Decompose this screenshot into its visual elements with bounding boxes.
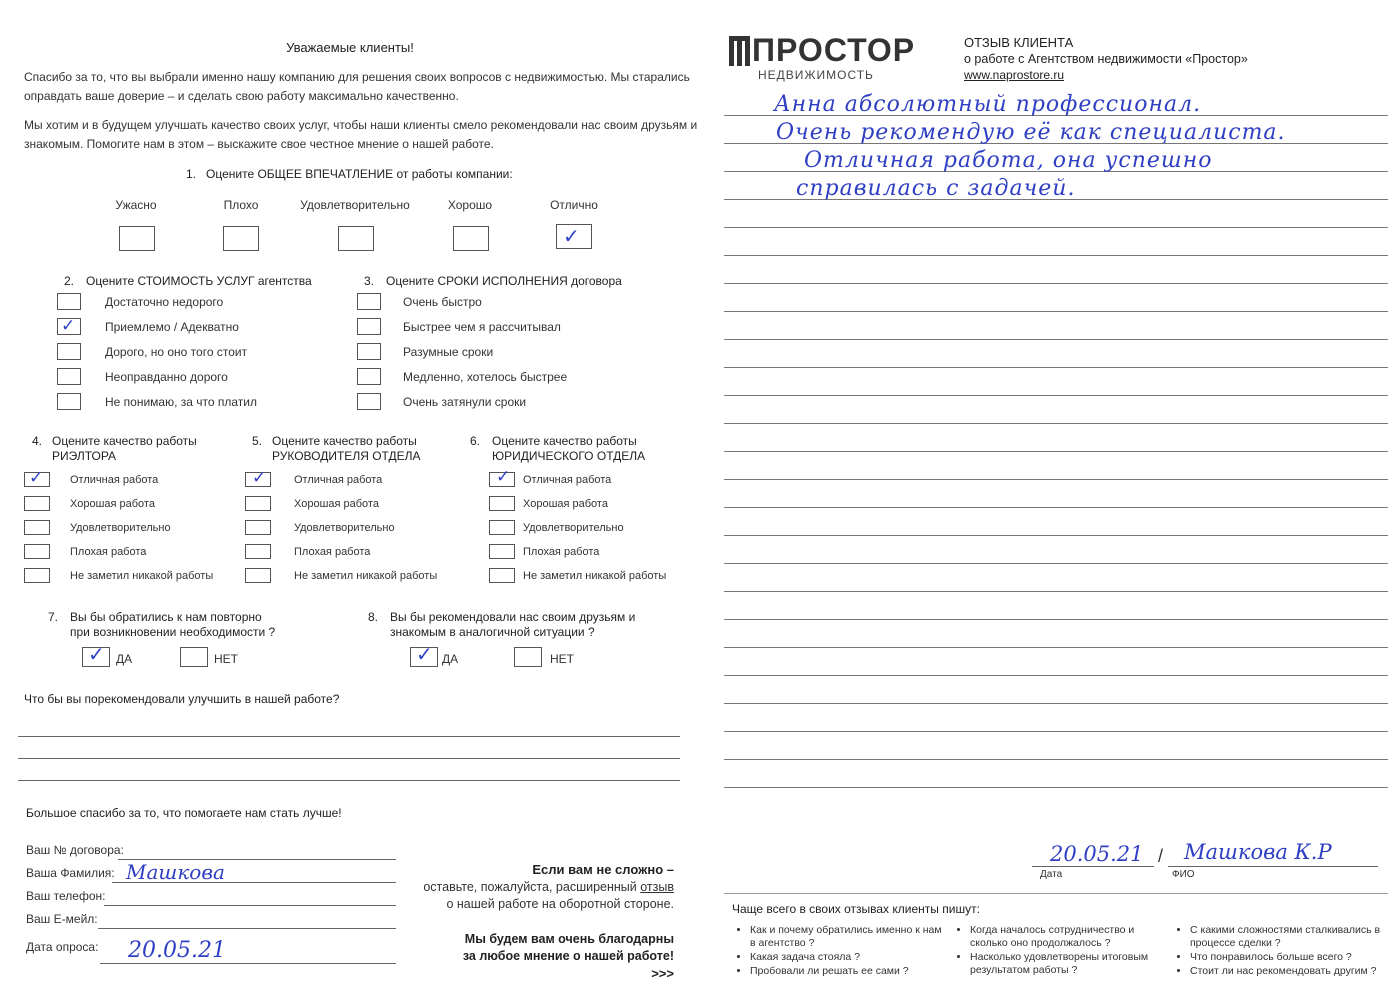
q8-no-label: НЕТ <box>550 652 574 666</box>
intro-line-3: Мы хотим и в будущем улучшать качество своих услуг, чтобы наши клиенты смело рекомендовали нас своим друзьям и <box>24 118 698 132</box>
intro-line-4: знакомым. Помогите нам в этом – выскажите свое честное мнение о нашей работе. <box>24 137 494 151</box>
review-line[interactable] <box>724 311 1388 312</box>
review-subtitle: о работе с Агентством недвижимости «Простор» <box>964 52 1248 66</box>
intro-line-1: Спасибо за то, что вы выбрали именно нашу компанию для решения своих вопросов с недвижимостью. Мы старались <box>24 70 690 84</box>
q3-checkbox[interactable] <box>357 293 381 310</box>
check-mark-icon: ✓ <box>416 642 433 666</box>
hint-item: • Как и почему обратились именно к нам в агентство ? <box>750 924 950 950</box>
review-line[interactable] <box>724 479 1388 480</box>
q6-checkbox[interactable] <box>489 467 515 487</box>
review-line[interactable] <box>724 227 1388 228</box>
check-mark-icon: ✓ <box>563 224 580 248</box>
q5-option-label: Хорошая работа <box>294 498 379 510</box>
grateful-line-2: за любое мнение о нашей работе! <box>462 949 674 963</box>
q2-option-label: Дорого, но оно того стоит <box>105 345 248 359</box>
q7-number: 7. <box>48 610 59 624</box>
review-line[interactable] <box>724 507 1388 508</box>
q3-checkbox[interactable] <box>357 318 381 335</box>
q6-option-label: Удовлетворительно <box>523 522 624 534</box>
surname-handwritten: Машкова <box>126 860 225 884</box>
q5-checkbox[interactable] <box>245 496 271 511</box>
q2-checkbox[interactable] <box>57 318 81 335</box>
review-line[interactable] <box>724 339 1388 340</box>
q4-checkbox[interactable] <box>24 568 50 583</box>
q7-yes-checkbox[interactable] <box>82 642 110 667</box>
improve-line[interactable] <box>18 780 680 781</box>
q1-option-label: Плохо <box>223 198 259 212</box>
q4-checkbox[interactable] <box>24 520 50 535</box>
q4-text-2: РИЭЛТОРА <box>52 449 117 463</box>
q3-option-label: Очень затянули сроки <box>403 395 527 409</box>
q6-checkbox[interactable] <box>489 568 515 583</box>
website-link[interactable]: www.naprostore.ru <box>964 68 1065 82</box>
phone-label: Ваш телефон: <box>26 889 106 903</box>
sign-name-handwritten: Машкова К.Р <box>1184 840 1332 864</box>
contract-label: Ваш № договора: <box>26 843 124 857</box>
q3-checkbox[interactable] <box>357 343 381 360</box>
q6-option-label: Плохая работа <box>523 546 600 558</box>
review-line[interactable] <box>724 451 1388 452</box>
q4-option-label: Плохая работа <box>70 546 147 558</box>
q5-checkbox[interactable] <box>245 520 271 535</box>
grateful-line-1: Мы будем вам очень благодарны <box>464 932 674 946</box>
q4-checkbox[interactable] <box>24 468 50 488</box>
q4-number: 4. <box>32 434 43 448</box>
q5-checkbox[interactable] <box>245 568 271 583</box>
q1-checkbox[interactable] <box>223 226 259 251</box>
hints-column-3 <box>1176 924 1390 979</box>
q3-checkbox[interactable] <box>357 393 381 410</box>
hint-item: • Что понравилось больше всего ? <box>1190 951 1390 964</box>
q4-checkbox[interactable] <box>24 496 50 511</box>
sign-name-line[interactable] <box>1168 866 1378 867</box>
q1-text: Оцените ОБЩЕЕ ВПЕЧАТЛЕНИЕ от работы компании: <box>206 167 513 181</box>
hints-column-1 <box>736 924 950 979</box>
fio-caption: ФИО <box>1172 869 1195 880</box>
q2-checkbox[interactable] <box>57 293 81 310</box>
hint-item: • Какая задача стояла ? <box>750 951 950 964</box>
review-line[interactable] <box>724 647 1388 648</box>
q3-text: Оцените СРОКИ ИСПОЛНЕНИЯ договора <box>386 274 622 288</box>
review-line[interactable] <box>724 731 1388 732</box>
q6-option-label: Хорошая работа <box>523 498 608 510</box>
email-field[interactable] <box>98 928 396 929</box>
greeting-title: Уважаемые клиенты! <box>286 40 414 55</box>
review-line[interactable] <box>724 283 1388 284</box>
q8-no-checkbox[interactable] <box>514 647 542 667</box>
review-line[interactable] <box>724 423 1388 424</box>
hints-divider <box>724 893 1388 894</box>
q4-text-1: Оцените качество работы <box>52 434 197 448</box>
review-title: ОТЗЫВ КЛИЕНТА <box>964 35 1074 50</box>
q1-checkbox[interactable] <box>338 226 374 251</box>
q3-option-label: Медленно, хотелось быстрее <box>403 370 568 384</box>
q2-option-label: Не понимаю, за что платил <box>105 395 258 409</box>
phone-field[interactable] <box>104 905 396 906</box>
review-line[interactable] <box>724 619 1388 620</box>
check-mark-icon: ✓ <box>252 468 267 488</box>
q8-text-1: Вы бы рекомендовали нас своим друзьям и <box>390 610 636 624</box>
hint-item: • Когда началось сотрудничество и сколько оно продолжалось ? <box>970 924 1170 950</box>
thanks-text: Большое спасибо за то, что помогаете нам стать лучше! <box>26 806 342 820</box>
q5-option-label: Отличная работа <box>294 474 383 486</box>
intro-line-2: оправдать ваше доверие – и сделать свою работу максимально качественно. <box>24 89 459 103</box>
q7-text-2: при возникновении необходимости ? <box>70 625 276 639</box>
hint-item: • Насколько удовлетворены итоговым результатом работы ? <box>970 951 1170 977</box>
q2-option-label: Неоправданно дорого <box>105 370 228 384</box>
date-field[interactable] <box>100 963 396 964</box>
date-handwritten: 20.05.21 <box>128 938 226 963</box>
q7-text-1: Вы бы обратились к нам повторно <box>70 610 262 624</box>
q5-option-label: Удовлетворительно <box>294 522 395 534</box>
q2-text: Оцените СТОИМОСТЬ УСЛУГ агентства <box>86 274 312 288</box>
q8-text-2: знакомым в аналогичной ситуации ? <box>390 625 595 639</box>
check-mark-icon: ✓ <box>496 467 511 487</box>
q7-no-checkbox[interactable] <box>180 647 208 667</box>
review-handwritten-line: Анна абсолютный профессионал. <box>774 92 1202 117</box>
q1-checkbox[interactable] <box>556 224 592 249</box>
check-mark-icon: ✓ <box>88 642 105 666</box>
review-line[interactable] <box>724 591 1388 592</box>
q6-checkbox[interactable] <box>489 544 515 559</box>
q6-option-label: Отличная работа <box>523 474 612 486</box>
email-label: Ваш E-мейл: <box>26 912 98 926</box>
review-line[interactable] <box>724 535 1388 536</box>
q2-checkbox[interactable] <box>57 393 81 410</box>
slash-separator: / <box>1158 846 1164 866</box>
review-line[interactable] <box>724 395 1388 396</box>
q1-option-label: Удовлетворительно <box>300 198 410 212</box>
request-line-2 <box>423 880 674 894</box>
q5-option-label: Не заметил никакой работы <box>294 570 438 582</box>
q5-text-2: РУКОВОДИТЕЛЯ ОТДЕЛА <box>272 449 421 463</box>
hint-item: • С какими сложностями сталкивались в процессе сделки ? <box>1190 924 1390 950</box>
q6-text-1: Оцените качество работы <box>492 434 637 448</box>
q2-number: 2. <box>64 274 75 288</box>
q2-checkbox[interactable] <box>57 343 81 360</box>
sign-date-handwritten: 20.05.21 <box>1050 842 1144 866</box>
hint-item: • Стоит ли нас рекомендовать другим ? <box>1190 965 1390 978</box>
q8-number: 8. <box>368 610 379 624</box>
q4-option-label: Хорошая работа <box>70 498 155 510</box>
q1-number: 1. <box>186 167 197 181</box>
q4-option-label: Удовлетворительно <box>70 522 171 534</box>
surname-label: Ваша Фамилия: <box>26 866 115 880</box>
q5-option-label: Плохая работа <box>294 546 371 558</box>
q1-checkbox[interactable] <box>453 226 489 251</box>
improve-line[interactable] <box>18 758 680 759</box>
logo-subtitle: НЕДВИЖИМОСТЬ <box>758 68 874 82</box>
check-mark-icon: ✓ <box>61 316 76 336</box>
hint-item: • Пробовали ли решать ее сами ? <box>750 965 950 978</box>
q7-yes-label: ДА <box>116 652 133 666</box>
q6-checkbox[interactable] <box>489 496 515 511</box>
hints-title: Чаще всего в своих отзывах клиенты пишут: <box>732 902 980 916</box>
q3-option-label: Разумные сроки <box>403 345 494 359</box>
logo-text: ПРОСТОР <box>752 32 916 68</box>
q3-option-label: Быстрее чем я рассчитывал <box>403 320 561 334</box>
q1-option-label: Хорошо <box>447 198 493 212</box>
q2-option-label: Достаточно недорого <box>105 295 224 309</box>
q5-text-1: Оцените качество работы <box>272 434 417 448</box>
q3-checkbox[interactable] <box>357 368 381 385</box>
date-label: Дата опроса: <box>26 940 99 954</box>
q1-option-label: Отлично <box>550 198 598 212</box>
q2-checkbox[interactable] <box>57 368 81 385</box>
request-text: оставьте, пожалуйста, расширенный <box>423 880 641 894</box>
review-line[interactable] <box>724 255 1388 256</box>
q4-checkbox[interactable] <box>24 544 50 559</box>
q6-option-label: Не заметил никакой работы <box>523 570 667 582</box>
request-line-1: Если вам не сложно – <box>532 862 674 877</box>
check-mark-icon: ✓ <box>29 468 44 488</box>
q3-number: 3. <box>364 274 375 288</box>
review-handwritten-line: Очень рекомендую её как специалиста. <box>776 120 1286 145</box>
q5-checkbox[interactable] <box>245 544 271 559</box>
q7-no-label: НЕТ <box>214 652 238 666</box>
q5-checkbox[interactable] <box>245 468 271 488</box>
q3-option-label: Очень быстро <box>403 295 482 309</box>
review-handwritten-line: справилась с задачей. <box>796 176 1076 201</box>
request-line-3: о нашей работе на оборотной стороне. <box>446 897 674 911</box>
review-line[interactable] <box>724 367 1388 368</box>
q1-checkbox[interactable] <box>119 226 155 251</box>
improve-line[interactable] <box>18 736 680 737</box>
q6-text-2: ЮРИДИЧЕСКОГО ОТДЕЛА <box>492 449 646 463</box>
q2-option-label: Приемлемо / Адекватно <box>105 320 239 334</box>
review-line[interactable] <box>724 703 1388 704</box>
q4-option-label: Не заметил никакой работы <box>70 570 214 582</box>
review-link[interactable]: отзыв <box>640 880 674 894</box>
arrows-icon: >>> <box>651 966 674 981</box>
date-caption: Дата <box>1040 869 1063 880</box>
review-line[interactable] <box>724 675 1388 676</box>
q6-number: 6. <box>470 434 481 448</box>
q5-number: 5. <box>252 434 263 448</box>
improve-question: Что бы вы порекомендовали улучшить в нашей работе? <box>24 692 340 706</box>
q6-checkbox[interactable] <box>489 520 515 535</box>
q4-option-label: Отличная работа <box>70 474 159 486</box>
hints-column-2 <box>956 924 1170 978</box>
review-handwritten-line: Отличная работа, она успешно <box>804 148 1213 173</box>
q8-yes-checkbox[interactable] <box>410 642 438 667</box>
q8-yes-label: ДА <box>442 652 459 666</box>
review-line[interactable] <box>724 787 1388 788</box>
sign-date-line[interactable] <box>1032 866 1154 867</box>
q1-option-label: Ужасно <box>115 198 157 212</box>
review-line[interactable] <box>724 563 1388 564</box>
review-line[interactable] <box>724 759 1388 760</box>
